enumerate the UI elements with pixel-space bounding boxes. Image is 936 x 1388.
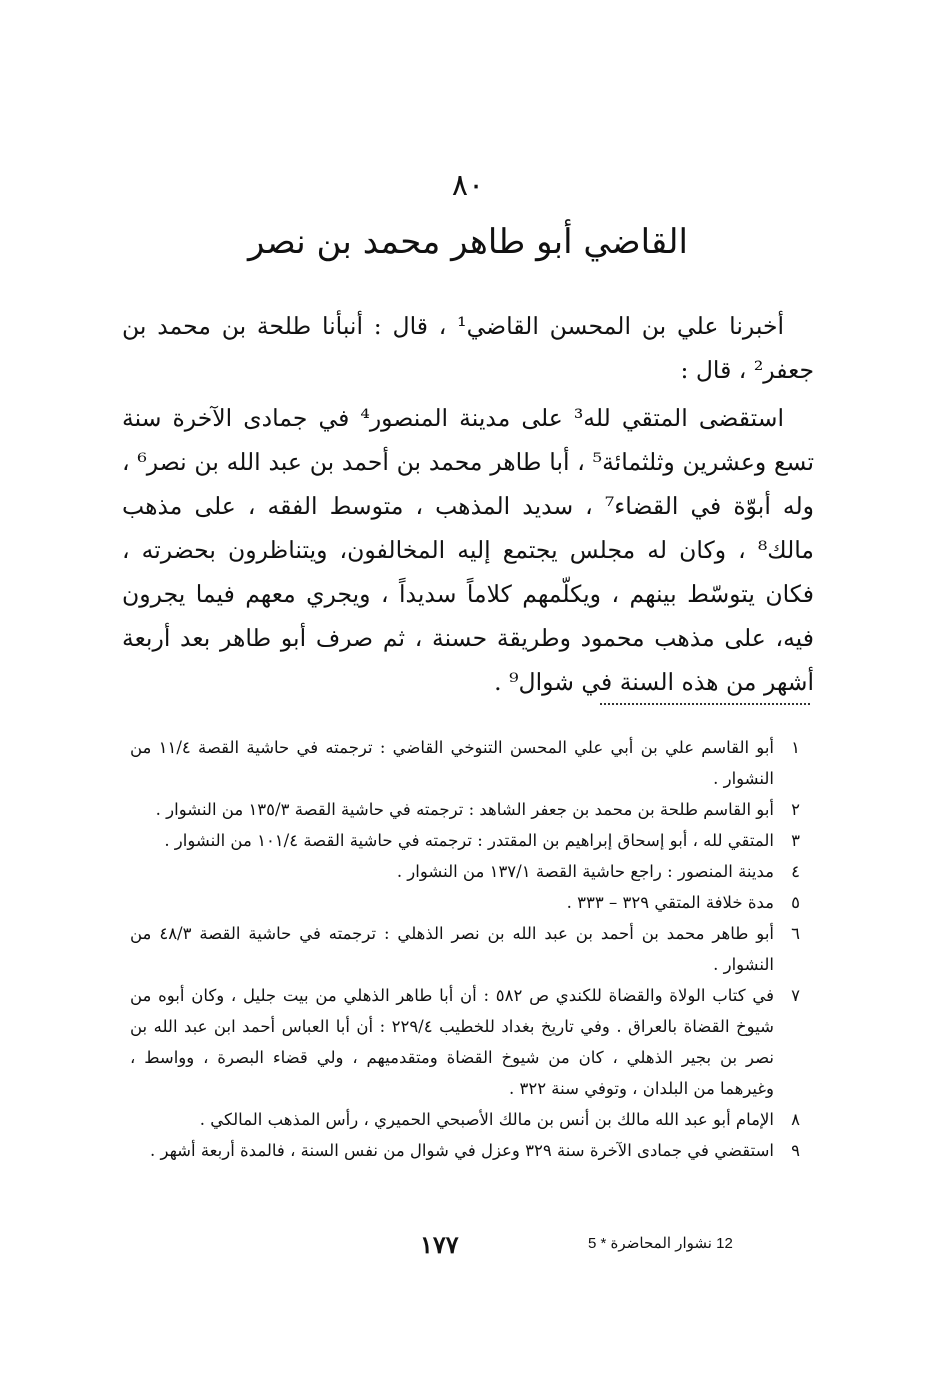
footnote-number: ١ <box>791 738 800 757</box>
footnote-8 <box>130 1104 800 1135</box>
footnote-3 <box>130 825 800 856</box>
page-footer <box>420 1230 800 1260</box>
narrative-paragraph: استقضى المتقي لله³ على مدينة المنصور⁴ في جمادى الآخرة سنة تسع وعشرين وثلثمائة⁵ ، أبا طاهر محمد بن أحمد بن عبد الله بن نصر⁶ ، وله أبوّة في القضاء⁷ ، سديد المذهب ، متوسط الفقه ، على مذهب مالك⁸ ، وكان له مجلس يجتمع إليه المخالفون، ويتناظرون بحضرته ، فكان يتوسّط بينهم ، ويكلّمهم كلاماً سديداً ، ويجري معهم فيما يجرون فيه، على مذهب محمود وطريقة حسنة ، ثم صرف أبو طاهر بعد أربعة أشهر من هذه السنة في شوال⁹ . <box>122 404 815 696</box>
footnote-text: في كتاب الولاة والقضاة للكندي ص ٥٨٢ : أن أبا طاهر الذهلي من بيت جليل ، وكان أبوه من شيوخ القضاة بالعراق . وفي تاريخ بغداد للخطيب ٢٢٩/٤ : أن أبا العباس أحمد ابن عبد الله بن نصر بن بجير الذهلي ، كان من شيوخ القضاة ومتقدميهم ، ولي قضاء البصرة ، وواسط ، وغيرهما من البلدان ، وتوفي سنة ٣٢٢ . <box>130 986 774 1098</box>
story-number: ٨٠ <box>451 168 485 203</box>
footnote-5 <box>130 887 800 918</box>
footnote-text: أبو طاهر محمد بن أحمد بن عبد الله بن نصر الذهلي : ترجمته في حاشية القصة ٤٨/٣ من النشوار . <box>130 924 774 974</box>
print-signature: 12 نشوار المحاضرة * 5 <box>588 1235 733 1252</box>
footnote-number: ٧ <box>791 986 800 1005</box>
story-title: القاضي أبو طاهر محمد بن نصر <box>248 222 688 262</box>
footnote-number: ٩ <box>791 1141 800 1160</box>
footnotes-list <box>130 732 800 1166</box>
footnote-number: ٢ <box>791 800 800 819</box>
footnote-text: مدة خلافة المتقي ٣٢٩ – ٣٣٣ . <box>566 893 774 912</box>
footnote-text: أبو القاسم طلحة بن محمد بن جعفر الشاهد : ترجمته في حاشية القصة ١٣٥/٣ من النشوار . <box>155 800 774 819</box>
isnad-paragraph: أخبرنا علي بن المحسن القاضي¹ ، قال : أنبأنا طلحة بن محمد بن جعفر² ، قال : <box>122 312 814 384</box>
footnote-1 <box>130 732 800 794</box>
footnote-text: أبو القاسم علي بن أبي علي المحسن التنوخي القاضي : ترجمته في حاشية القصة ١١/٤ من النشوار . <box>130 738 774 788</box>
footnote-text: الإمام أبو عبد الله مالك بن أنس بن مالك الأصبحي الحميري ، رأس المذهب المالكي . <box>199 1110 774 1129</box>
footnote-number: ٣ <box>791 831 800 850</box>
footnote-9 <box>130 1135 800 1166</box>
footnote-6 <box>130 918 800 980</box>
footnote-7 <box>130 980 800 1104</box>
footnote-text: استقضي في جمادى الآخرة سنة ٣٢٩ وعزل في شوال من نفس السنة ، فالمدة أربعة أشهر . <box>149 1141 774 1160</box>
footnote-number: ٦ <box>791 924 800 943</box>
footnote-separator <box>600 703 810 705</box>
footnote-number: ٤ <box>791 862 800 881</box>
footnote-number: ٥ <box>791 893 800 912</box>
footnote-text: مدينة المنصور : راجع حاشية القصة ١٣٧/١ من النشوار . <box>396 862 774 881</box>
footnote-4 <box>130 856 800 887</box>
footnote-text: المتقي لله ، أبو إسحاق إبراهيم بن المقتدر : ترجمته في حاشية القصة ١٠١/٤ من النشوار . <box>164 831 774 850</box>
page-number: ١٧٧ <box>420 1230 459 1259</box>
main-text <box>122 304 814 704</box>
footnote-number: ٨ <box>791 1110 800 1129</box>
footnote-2 <box>130 794 800 825</box>
